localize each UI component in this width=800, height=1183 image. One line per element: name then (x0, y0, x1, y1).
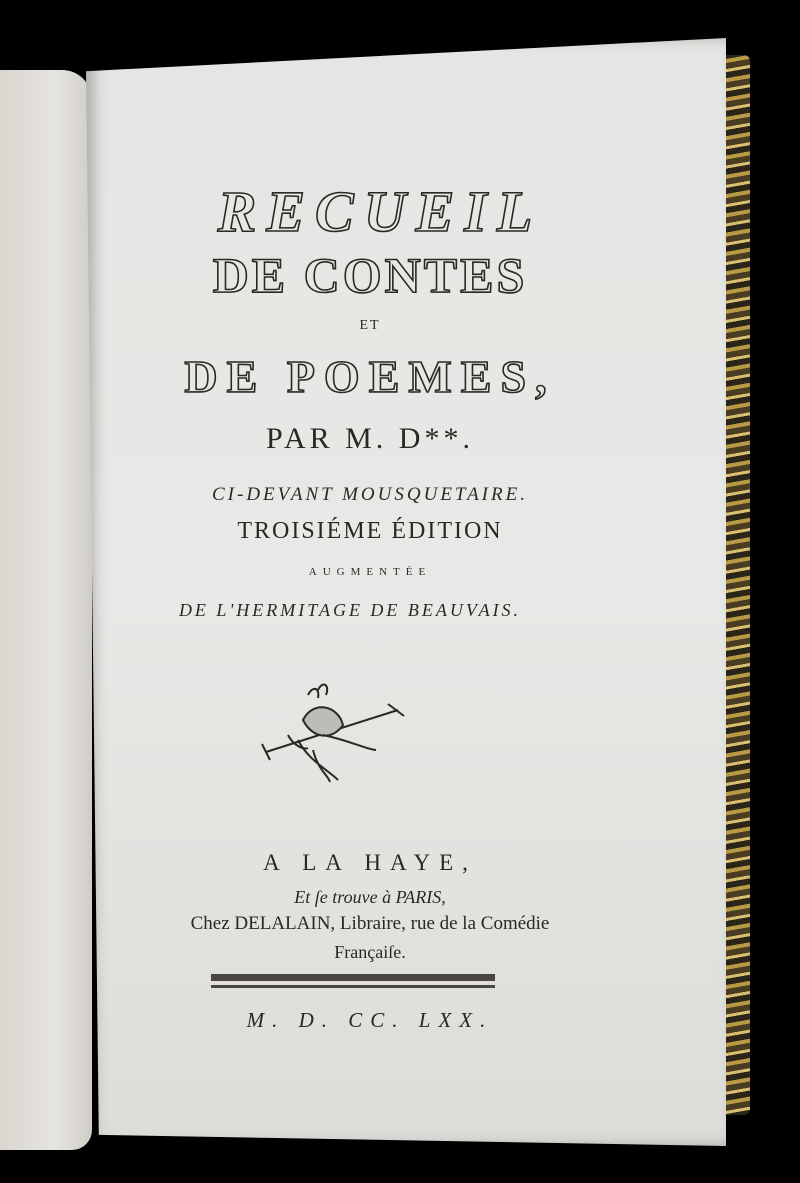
imprint-place: A LA HAYE, (263, 850, 477, 875)
augmented-line: AUGMENTÉE (308, 566, 432, 578)
publisher-line: Chez DELALAIN, Libraire, rue de la Comédie (190, 913, 550, 934)
author-line: PAR M. D**. (266, 422, 474, 455)
double-rule-thick (211, 974, 495, 981)
title-de-poemes: DE POEMES, (184, 351, 556, 402)
addition-line: DE L'HERMITAGE DE BEAUVAIS. (178, 600, 522, 620)
left-page (0, 70, 92, 1150)
author-note: CI-DEVANT MOUSQUETAIRE. (212, 484, 528, 505)
publication-year: M. D. CC. LXX. (246, 1008, 494, 1032)
edition-line: TROISIÉME ÉDITION (237, 518, 503, 544)
floral-trumpet-ornament-icon (258, 680, 408, 785)
title-recueil: RECUEIL (217, 179, 543, 244)
publisher-line-cont: Françaiſe. (334, 942, 406, 962)
title-de-contes: DE CONTES (212, 247, 528, 303)
title-et: ET (359, 318, 381, 333)
imprint-paris: Et ſe trouve à PARIS, (294, 887, 446, 907)
double-rule-thin (211, 985, 495, 988)
